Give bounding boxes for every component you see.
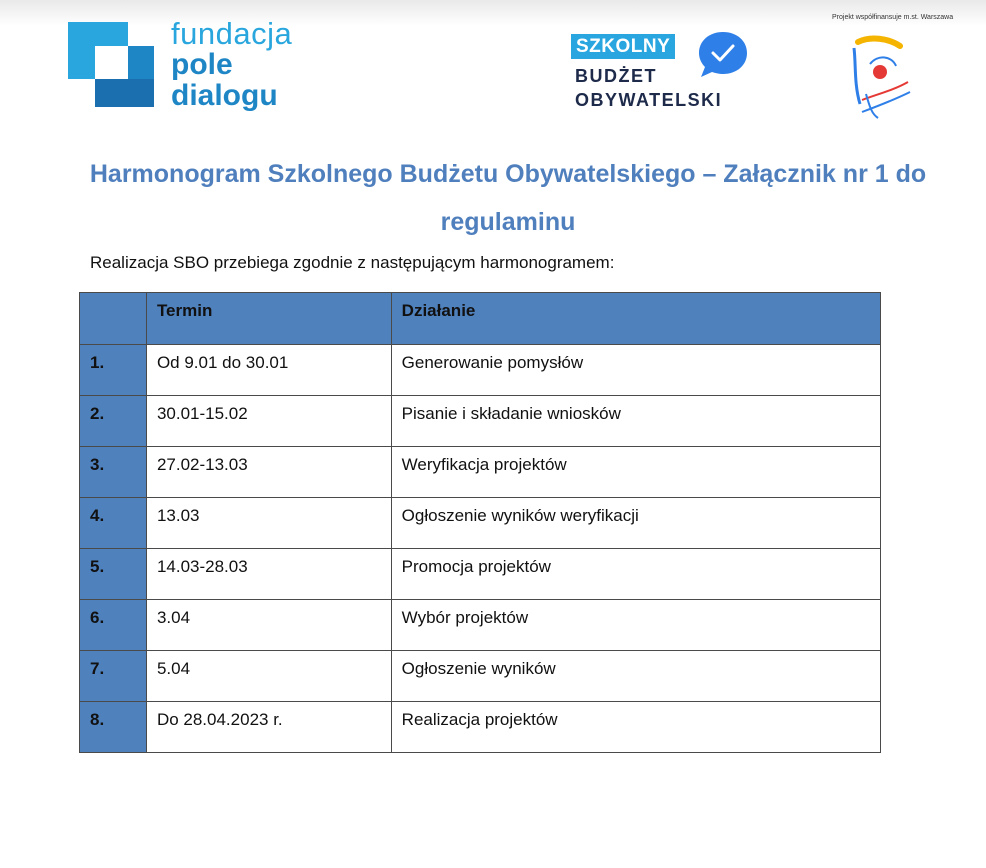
row-termin: Do 28.04.2023 r. [146,702,391,753]
row-dzialanie: Generowanie pomysłów [391,345,880,396]
row-number: 5. [80,549,147,600]
row-number: 7. [80,651,147,702]
table-header-row [80,293,881,345]
logo-square [68,58,95,79]
row-number: 6. [80,600,147,651]
table-row [80,549,881,600]
szkolny-budzet-logo [571,30,761,120]
header-number [80,293,147,345]
row-number: 1. [80,345,147,396]
szkolny-tag: SZKOLNY [571,34,675,59]
cofinancing-caption: Projekt współfinansuje m.st. Warszawa [832,14,954,21]
speech-bubble-check-icon [695,30,751,80]
fundacja-pole-dialogu-logo [68,18,308,118]
table-row [80,396,881,447]
table-row [80,498,881,549]
dialogu-text: dialogu [171,79,278,112]
header-dzialanie: Działanie [391,293,880,345]
row-termin: 3.04 [146,600,391,651]
table-row [80,651,881,702]
row-dzialanie: Weryfikacja projektów [391,447,880,498]
table-row [80,702,881,753]
logo-square [104,22,128,46]
row-termin: 13.03 [146,498,391,549]
row-dzialanie: Realizacja projektów [391,702,880,753]
row-number: 4. [80,498,147,549]
row-dzialanie: Ogłoszenie wyników [391,651,880,702]
row-number: 8. [80,702,147,753]
row-termin: 27.02-13.03 [146,447,391,498]
warszawa-logo [828,14,958,124]
row-dzialanie: Wybór projektów [391,600,880,651]
row-termin: 30.01-15.02 [146,396,391,447]
fundacja-wordmark [171,18,292,111]
table-row [80,447,881,498]
fundacja-text: fundacja [171,16,293,51]
row-termin: 5.04 [146,651,391,702]
header-termin: Termin [146,293,391,345]
budzet-text: BUDŻET [575,66,657,86]
row-number: 2. [80,396,147,447]
obywatelski-text: OBYWATELSKI [575,90,723,110]
document-title: Harmonogram Szkolnego Budżetu Obywatelskiego – Załącznik nr 1 do regulaminu [89,160,927,236]
row-termin: Od 9.01 do 30.01 [146,345,391,396]
logo-square [95,79,154,107]
row-dzialanie: Promocja projektów [391,549,880,600]
row-dzialanie: Pisanie i składanie wniosków [391,396,880,447]
schedule-table [79,292,881,753]
zakochaj-sie-w-warszawie-icon [848,34,928,124]
table-row [80,345,881,396]
row-dzialanie: Ogłoszenie wyników weryfikacji [391,498,880,549]
table-row [80,600,881,651]
pole-text: pole [171,48,233,81]
logo-square [128,46,154,79]
logo-square [95,46,128,79]
row-termin: 14.03-28.03 [146,549,391,600]
intro-text: Realizacja SBO przebiega zgodnie z następującym harmonogramem: [90,253,615,272]
row-number: 3. [80,447,147,498]
